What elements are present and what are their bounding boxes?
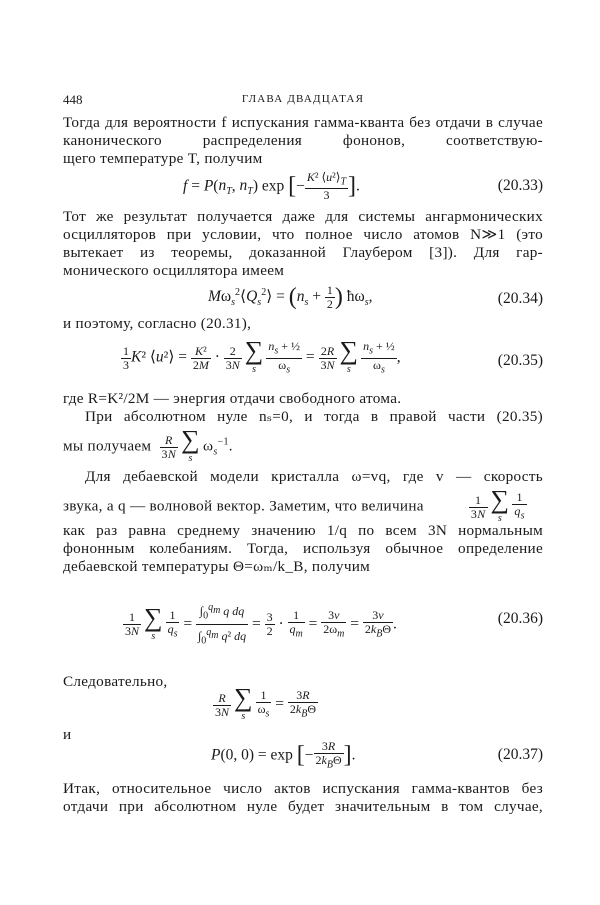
paragraph-4: где R=K²/2M — энергия отдачи свободного атома.: [63, 390, 402, 407]
inline-sum-q-line: [63, 486, 543, 522]
equation-20-33: [63, 165, 543, 201]
equation-body: $M\omega_s^2⟨Q_s^2⟩ = (n_s$ + $\frac{1}{2}$ ) $ħ\omega_s$,: [208, 283, 373, 311]
paragraph-8: Следовательно,: [63, 673, 168, 690]
paragraph-7-end: дебаевской температуры Θ=ωₘ/k_B, получим: [63, 558, 371, 575]
paragraph-6-cont: звука, а q — волновой вектор. Заметим, что величина $\frac{1}{3N}$ ∑ s $\frac{1}{q_s}$: [63, 485, 525, 524]
paragraph-7: как раз равна среднему значению 1/q по всем 3N нормальным фононным колебаниям. Тогда, используя обычное определение: [63, 522, 543, 557]
running-title: ГЛАВА ДВАДЦАТАЯ: [241, 93, 365, 105]
equation-20-36: [63, 580, 543, 670]
equation-number: (20.33): [497, 177, 543, 194]
paragraph-9: и: [63, 726, 72, 743]
equation-number: (20.36): [497, 610, 543, 627]
paragraph-2: Тот же результат получается даже для системы ангармонических осцилляторов при условии, что полное число атомов N≫1 (это вытекает из теоремы, доказанной Глаубером [3]). Для гар-: [63, 208, 543, 261]
equation-number: (20.37): [497, 746, 543, 763]
page-number: 448: [63, 92, 83, 107]
page-header: [63, 92, 543, 110]
paragraph-2-end: монического осциллятора имеем: [63, 262, 285, 279]
equation-body: $f = P(n_T$, $n_T$) exp [− $\frac{K^2 ⟨u^2⟩_T}{3}$ ].: [183, 170, 360, 203]
equation-number: (20.34): [497, 290, 543, 307]
equation-unnumbered: [63, 684, 543, 726]
paragraph-6: Для дебаевской модели кристалла ω=vq, где v — скорость: [85, 468, 543, 485]
paragraph-3: и поэтому, согласно (20.31),: [63, 315, 252, 332]
equation-body: $\frac{R}{3N}$ ∑ s $\frac{1}{\omega_s}$ = $\frac{3R}{2k_B\Theta}$: [215, 683, 316, 722]
paragraph-1-end: щего температуре T, получим: [63, 150, 263, 167]
paragraph-10-end: отдачи при абсолютном нуле будет значительным в том случае,: [63, 798, 543, 815]
paragraph-1: Тогда для вероятности f испускания гамма-кванта без отдачи в случае канонического распределения фононов, соответствую-: [63, 114, 543, 149]
paragraph-5-cont: мы получаем $\frac{R}{3N}$ ∑ s $\omega_s^{-1}$.: [63, 425, 233, 464]
equation-20-35: [63, 335, 543, 390]
equation-body: $\frac{1}{3N}$ ∑ s $\frac{1}{q_s}$ = $\frac{\int_0^{q_m} q dq}{\int_0^{q_m} q^2 dq}$ = $\frac{3}{2}$ · $\frac{1}{q_m}$ = $\frac{3v}{2\omega_m}$ = $\frac{3v}{2k_B\Theta}$ .: [125, 602, 397, 647]
paragraph-10: Итак, относительное число актов испускания гамма-квантов без: [63, 780, 543, 797]
equation-body: P(0, 0) = exp [− $\frac{3R}{2k_B\Theta}$ ].: [211, 739, 356, 771]
equation-20-34: [63, 280, 543, 314]
equation-number: (20.35): [497, 352, 543, 369]
paragraph-5: При абсолютном нуле nₛ=0, и тогда в правой части (20.35): [85, 408, 543, 425]
equation-body: $\frac{1}{3}$ K² ⟨u²⟩ = $\frac{\text{K²}}{2M}$ · $\frac{2}{3N}$ ∑ s $\frac{n_s + \frac{1}{2}}{\omega_s}$ = $\frac{2R}{3N}$ ∑ s $\frac{n_s + \frac{1}{2}}{\omega_s}$ ,: [123, 336, 401, 375]
inline-sum-omega-line: [63, 426, 543, 466]
equation-20-37: [63, 736, 543, 774]
